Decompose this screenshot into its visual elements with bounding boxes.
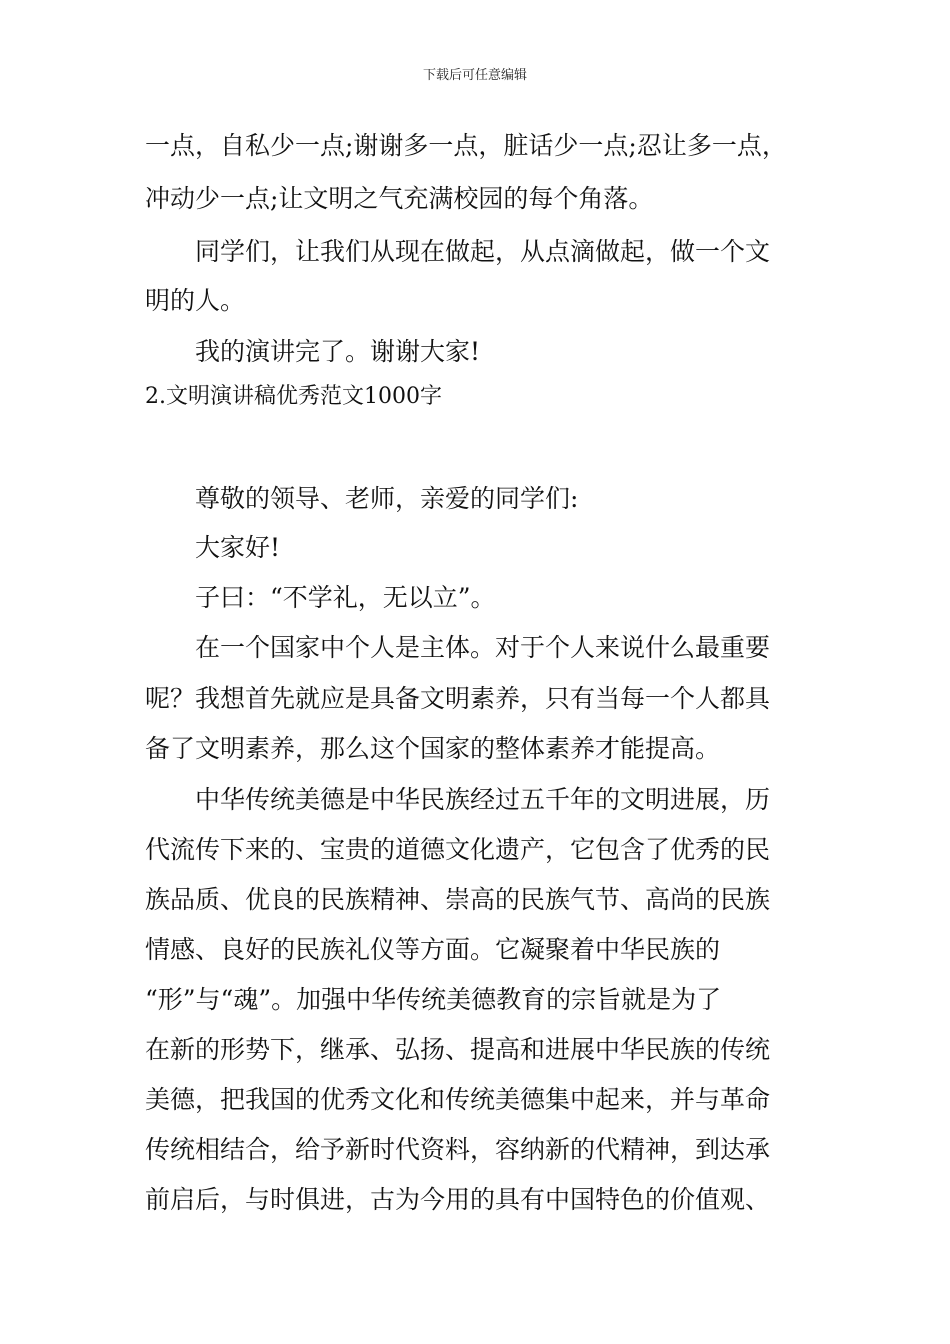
- text-line-16: 情感、良好的民族礼仪等方面。它凝聚着中华民族的: [145, 935, 721, 964]
- salutation: 尊敬的领导、老师，亲爱的同学们:: [195, 484, 579, 513]
- text-line-19: 美德，把我国的优秀文化和传统美德集中起来，并与革命: [145, 1085, 771, 1114]
- text-line-14: 代流传下来的、宝贵的道德文化遗产，它包含了优秀的民: [145, 835, 771, 864]
- text-line-12: 备了文明素养，那么这个国家的整体素养才能提高。: [145, 734, 721, 763]
- section-title: 2.文明演讲稿优秀范文1000字: [145, 384, 442, 409]
- quote-line: 子曰：“不学礼，无以立”。: [195, 583, 496, 612]
- page-header: 下载后可任意编辑: [422, 68, 527, 83]
- text-line-15: 族品质、优良的民族精神、崇高的民族气节、高尚的民族: [145, 885, 771, 914]
- text-line-11: 呢？我想首先就应是具备文明素养，只有当每一个人都具: [145, 684, 771, 713]
- text-line-2: 冲动少一点;让文明之气充满校园的每个角落。: [145, 184, 654, 213]
- text-line-17: “形”与“魂”。加强中华传统美德教育的宗旨就是为了: [145, 985, 722, 1014]
- text-line-10: 在一个国家中个人是主体。对于个人来说什么最重要: [195, 633, 771, 662]
- text-line-20: 传统相结合，给予新时代资料，容纳新的代精神，到达承: [145, 1135, 771, 1164]
- greeting: 大家好!: [195, 533, 281, 562]
- text-line-21: 前启后，与时俱进，古为今用的具有中国特色的价值观、: [145, 1185, 771, 1214]
- text-line-3: 同学们，让我们从现在做起，从点滴做起，做一个文: [195, 237, 771, 266]
- text-line-13: 中华传统美德是中华民族经过五千年的文明进展，历: [195, 785, 771, 814]
- text-line-18: 在新的形势下，继承、弘扬、提高和进展中华民族的传统: [145, 1035, 771, 1064]
- text-line-1: 一点，自私少一点;谢谢多一点，脏话少一点;忍让多一点，: [145, 131, 787, 160]
- text-line-4: 明的人。: [145, 286, 246, 315]
- text-line-5: 我的演讲完了。谢谢大家!: [195, 337, 481, 366]
